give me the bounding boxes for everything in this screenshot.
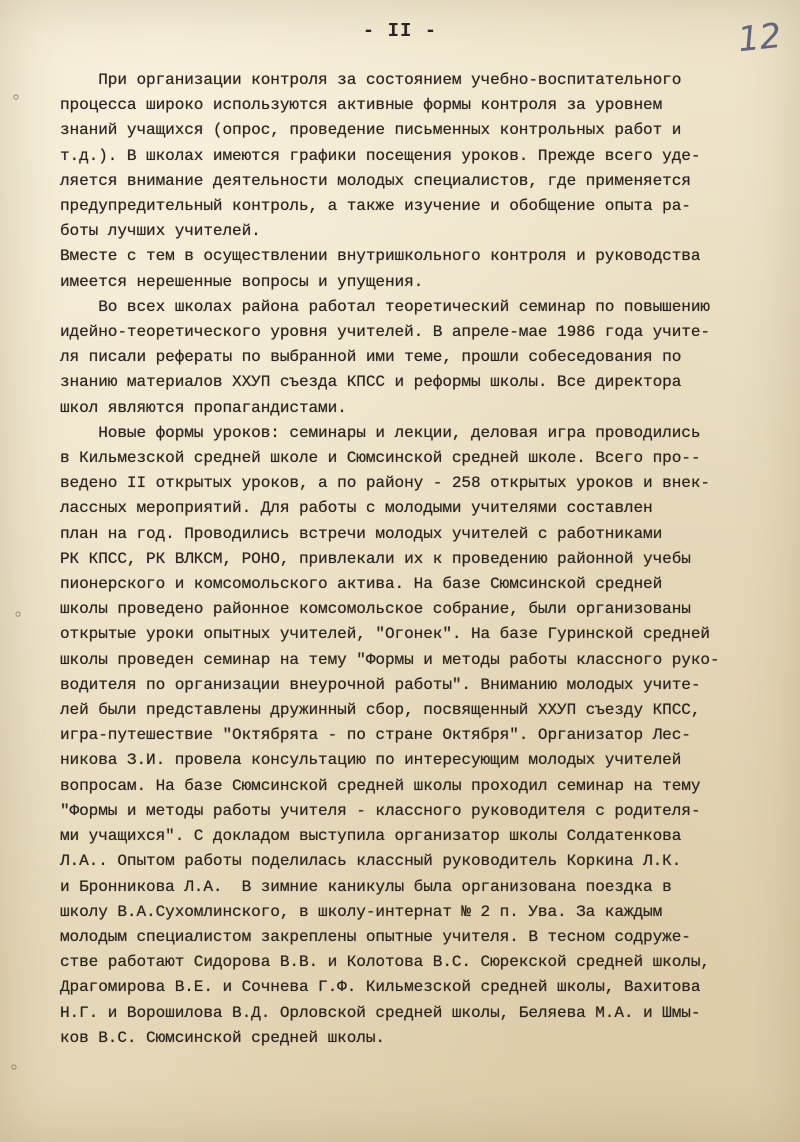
text-line: Вместе с тем в осуществлении внутришкольного контроля и руководства xyxy=(60,247,701,266)
text-line: "Формы и методы работы учителя - классного руководителя с родителя- xyxy=(60,801,701,820)
text-line: При организации контроля за состоянием учебно-воспитательного xyxy=(60,71,682,89)
text-line: имеется нерешенные вопросы и упущения. xyxy=(60,272,424,291)
text-line: стве работают Сидорова В.В. и Колотова В.С. Сюрекской средней школы, xyxy=(60,953,710,972)
text-line: никова З.И. провела консультацию по интересующим молодых учителей xyxy=(60,751,682,770)
text-line: боты лучших учителей. xyxy=(60,222,261,241)
text-line: РК КПСС, РК ВЛКСМ, РОНО, привлекали их к проведению районной учебы xyxy=(60,549,691,568)
margin-mark: ⸰ xyxy=(10,1060,19,1076)
text-line: игра-путешествие "Октябрята - по стране Октября". Организатор Лес- xyxy=(60,726,691,745)
text-line: процесса широко используются активные формы контроля за уровнем xyxy=(60,96,663,115)
text-line: лей были представлены дружинный сбор, посвященный ХХУП съезду КПСС, xyxy=(60,701,701,720)
text-line: водителя по организации внеурочной работы". Вниманию молодых учите- xyxy=(60,675,701,694)
text-line: вопросам. На базе Сюмсинской средней школы проходил семинар на тему xyxy=(60,776,701,795)
text-line: знаний учащихся (опрос, проведение письменных контрольных работ и xyxy=(60,121,682,140)
text-line: школы проведено районное комсомольское собрание, были организованы xyxy=(60,600,691,619)
text-line: ля писали рефераты по выбранной ими теме, прошли собеседования по xyxy=(60,348,682,367)
text-line: молодым специалистом закреплены опытные учителя. В тесном содруже- xyxy=(60,927,691,946)
margin-mark: ⸰ xyxy=(12,90,21,106)
handwritten-sheet-number: 12 xyxy=(736,15,784,61)
text-line: в Кильмезской средней школе и Сюмсинской средней школе. Всего про-- xyxy=(60,449,701,468)
text-line: Н.Г. и Ворошилова В.Д. Орловской средней школы, Беляева М.А. и Шмы- xyxy=(60,1003,701,1022)
text-line: Во всех школах района работал теоретический семинар по повышению xyxy=(60,297,710,316)
typewritten-body-text xyxy=(60,68,780,1051)
text-line: идейно-теоретического уровня учителей. В апреле-мае 1986 года учите- xyxy=(60,323,710,342)
text-line: и Бронникова Л.А. В зимние каникулы была организована поездка в xyxy=(60,877,672,896)
text-line: т.д.). В школах имеются графики посещения уроков. Прежде всего уде- xyxy=(60,146,701,165)
text-line: ведено II открытых уроков, а по району - 258 открытых уроков и внек- xyxy=(60,474,710,493)
text-line: знанию материалов ХХУП съезда КПСС и реформы школы. Все директора xyxy=(60,373,682,392)
text-line: Новые формы уроков: семинары и лекции, деловая игра проводились xyxy=(60,423,701,442)
text-line: ми учащихся". С докладом выступила организатор школы Солдатенкова xyxy=(60,827,682,846)
text-line: школу В.А.Сухомлинского, в школу-интернат № 2 п. Ува. За каждым xyxy=(60,902,663,921)
text-line: предупредительный контроль, а также изучение и обобщение опыта ра- xyxy=(60,197,691,216)
margin-mark: ⸰ xyxy=(14,607,23,623)
text-line: пионерского и комсомольского актива. На базе Сюмсинской средней xyxy=(60,575,663,594)
text-line: открытые уроки опытных учителей, "Огонек". На базе Гуринской средней xyxy=(60,625,710,644)
text-line: лассных мероприятий. Для работы с молодыми учителями составлен xyxy=(60,499,653,518)
text-line: план на год. Проводились встречи молодых учителей с работниками xyxy=(60,524,663,543)
page-number: - II - xyxy=(362,20,438,42)
text-line: ков В.С. Сюмсинской средней школы. xyxy=(60,1028,385,1047)
text-line: школ являются пропагандистами. xyxy=(60,398,347,417)
text-line: школы проведен семинар на тему "Формы и методы работы классного руко- xyxy=(60,650,720,669)
text-line: Драгомирова В.Е. и Сочнева Г.Ф. Кильмезской средней школы, Вахитова xyxy=(60,978,701,997)
text-line: ляется внимание деятельности молодых специалистов, где применяется xyxy=(60,171,691,190)
text-line: Л.А.. Опытом работы поделилась классный руководитель Коркина Л.К. xyxy=(60,852,682,871)
